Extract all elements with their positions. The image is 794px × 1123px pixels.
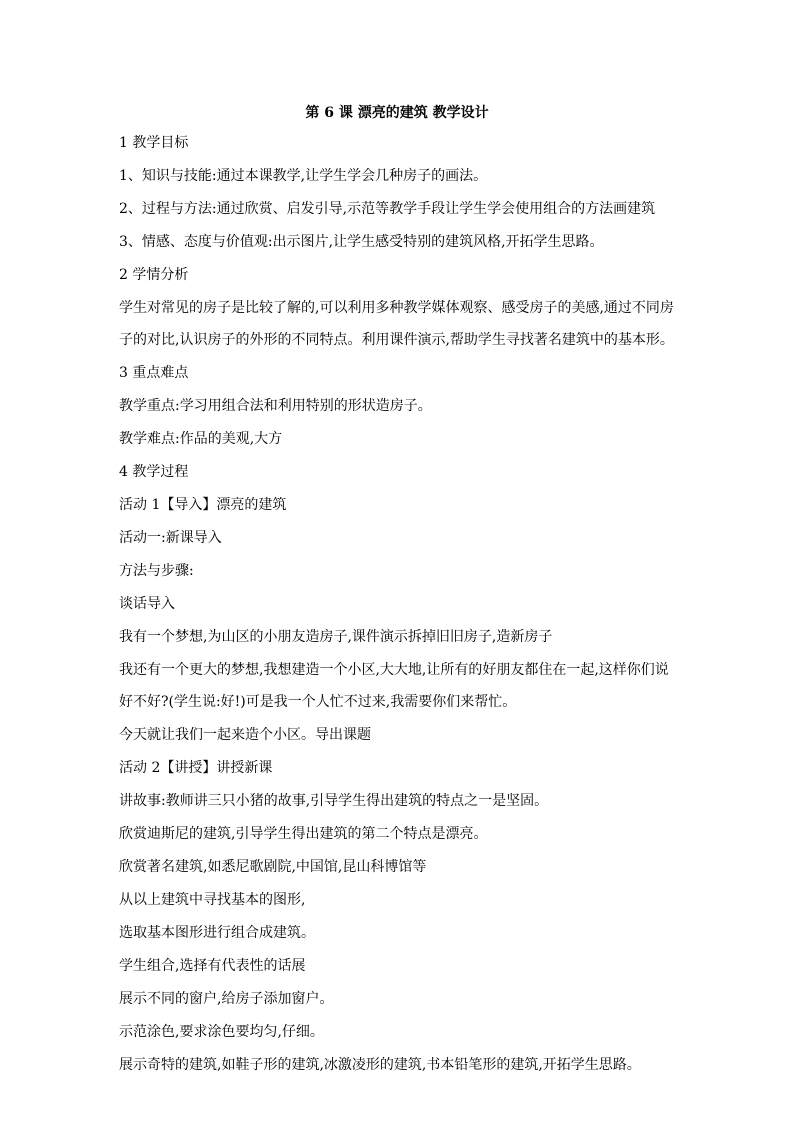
activity-1-heading: 活动 1【导入】漂亮的建筑 <box>119 497 287 513</box>
analysis-paragraph: 学生对常见的房子是比较了解的,可以利用多种教学媒体观察、感受房子的美感,通过不同房子的对比,认识房子的外形的不同特点。利用课件演示,帮助学生寻找著名建筑中的基本形。 <box>119 300 674 348</box>
coloring-line: 示范涂色,要求涂色要均匀,仔细。 <box>119 1024 324 1040</box>
student-combine-line: 学生组合,选择有代表性的话展 <box>119 958 306 974</box>
bigger-dream-paragraph: 我还有一个更大的梦想,我想建造一个小区,大大地,让所有的好朋友都住在一起,这样你们说好不好?(学生说:好!)可是我一个人忙不过来,我需要你们来帮忙。 <box>119 662 669 710</box>
section-heading-key-points: 3 重点难点 <box>119 365 189 381</box>
section-heading-analysis: 2 学情分析 <box>119 267 189 283</box>
combine-shapes-line: 选取基本图形进行组合成建筑。 <box>119 925 315 941</box>
section-heading-process: 4 教学过程 <box>119 464 189 480</box>
document-body <box>119 133 679 1088</box>
difficult-point: 教学难点:作品的美观,大方 <box>119 431 283 447</box>
method-steps-label: 方法与步骤: <box>119 563 194 579</box>
famous-buildings-line: 欣赏著名建筑,如悉尼歌剧院,中国馆,昆山科博馆等 <box>119 859 427 875</box>
objective-emotion: 3、情感、态度与价值观:出示图片,让学生感受特别的建筑风格,开拓学生思路。 <box>119 234 604 250</box>
activity-1-subheading: 活动一:新课导入 <box>119 530 222 546</box>
intro-topic-line: 今天就让我们一起来造个小区。导出课题 <box>119 727 371 743</box>
windows-line: 展示不同的窗户,给房子添加窗户。 <box>119 991 334 1007</box>
special-buildings-line: 展示奇特的建筑,如鞋子形的建筑,冰激凌形的建筑,书本铅笔形的建筑,开拓学生思路。 <box>119 1057 641 1073</box>
document-title: 第 6 课 漂亮的建筑 教学设计 <box>305 105 489 121</box>
dream-line: 我有一个梦想,为山区的小朋友造房子,课件演示拆掉旧旧房子,造新房子 <box>119 629 553 645</box>
activity-2-heading: 活动 2【讲授】讲授新课 <box>119 760 273 776</box>
section-heading-objectives: 1 教学目标 <box>119 135 189 151</box>
story-line: 讲故事:教师讲三只小猪的故事,引导学生得出建筑的特点之一是坚固。 <box>119 793 549 809</box>
objective-process: 2、过程与方法:通过欣赏、启发引导,示范等教学手段让学生学会使用组合的方法画建筑 <box>119 201 656 217</box>
objective-knowledge: 1、知识与技能:通过本课教学,让学生学会几种房子的画法。 <box>119 168 488 184</box>
disney-line: 欣赏迪斯尼的建筑,引导学生得出建筑的第二个特点是漂亮。 <box>119 826 488 842</box>
basic-shapes-line: 从以上建筑中寻找基本的图形, <box>119 892 306 908</box>
key-point: 教学重点:学习用组合法和利用特别的形状造房子。 <box>119 398 432 414</box>
talk-intro-label: 谈话导入 <box>119 596 175 612</box>
